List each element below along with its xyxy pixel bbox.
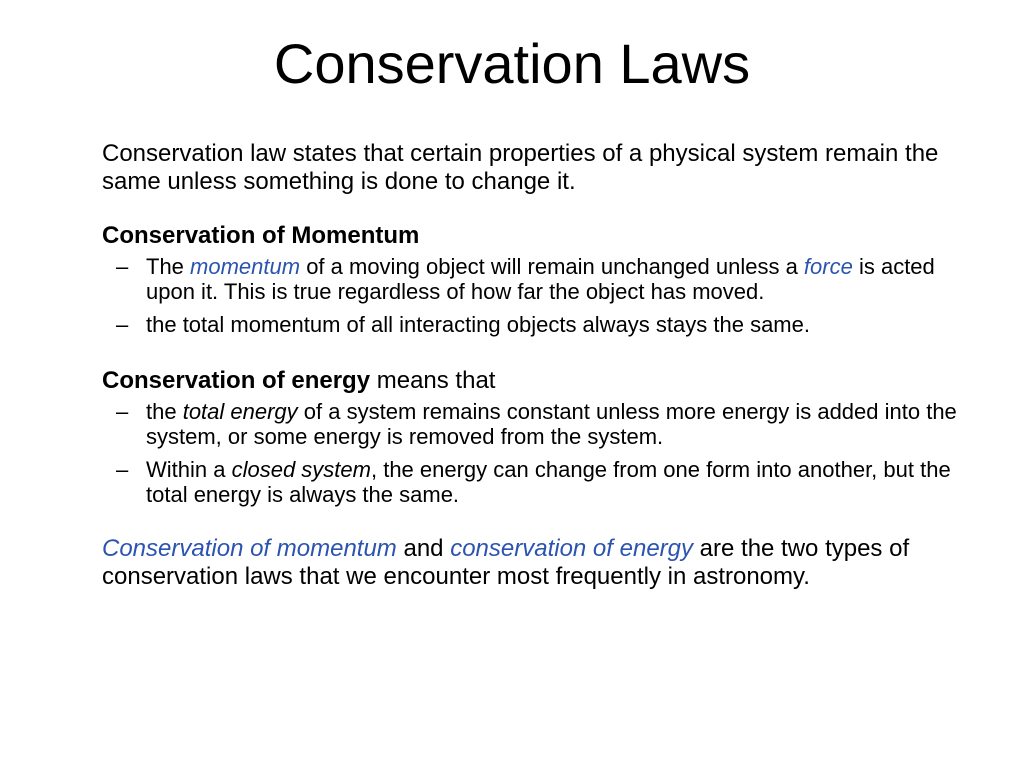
force-term: force [803, 254, 853, 279]
energy-bullet-2-post: , the energy can change from one form into another, but the total energy is always the same. [146, 457, 951, 507]
dash-marker: – [116, 254, 129, 279]
slide-title: Conservation Laws [273, 32, 751, 95]
momentum-bullet-2-text: the total momentum of all interacting objects always stays the same. [146, 312, 810, 337]
slide-body [102, 140, 972, 591]
closing-paragraph [102, 535, 972, 591]
energy-bullet-1 [102, 399, 972, 449]
energy-heading [102, 367, 972, 395]
dash-marker: – [116, 399, 129, 424]
momentum-heading-text: Conservation of Momentum [102, 222, 420, 249]
momentum-bullet-1-pre: The [146, 254, 191, 279]
momentum-bullet-2 [102, 312, 972, 337]
dash-marker: – [116, 457, 129, 482]
intro-paragraph: Conservation law states that certain properties of a physical system remain the same unless something is done to change it. [102, 140, 939, 195]
momentum-bullet-1 [102, 254, 972, 304]
energy-heading-rest: means that [370, 367, 496, 394]
conservation-of-energy-term: conservation of energy [450, 535, 693, 562]
energy-bullet-1-pre: the [146, 399, 183, 424]
energy-list [102, 399, 972, 507]
momentum-term: momentum [190, 254, 301, 279]
energy-heading-bold: Conservation of energy [102, 367, 371, 394]
conservation-of-momentum-term: Conservation of momentum [102, 535, 397, 562]
closing-post: are the two types of conservation laws that we encounter most frequently in astronomy. [102, 535, 910, 590]
spacer [102, 345, 972, 367]
dash-marker: – [116, 312, 129, 337]
total-energy-term: total energy [182, 399, 298, 424]
closed-system-term: closed system [231, 457, 371, 482]
energy-bullet-2-pre: Within a [146, 457, 232, 482]
closing-and: and [396, 535, 451, 562]
spacer [102, 515, 972, 535]
energy-bullet-2 [102, 457, 972, 507]
energy-bullet-1-post: of a system remains constant unless more energy is added into the system, or some energy is removed from the system. [146, 399, 957, 449]
momentum-heading [102, 222, 972, 250]
momentum-bullet-1-mid: of a moving object will remain unchanged unless a [300, 254, 804, 279]
momentum-bullet-1-post: is acted upon it. This is true regardless of how far the object has moved. [146, 254, 935, 304]
momentum-list [102, 254, 972, 337]
